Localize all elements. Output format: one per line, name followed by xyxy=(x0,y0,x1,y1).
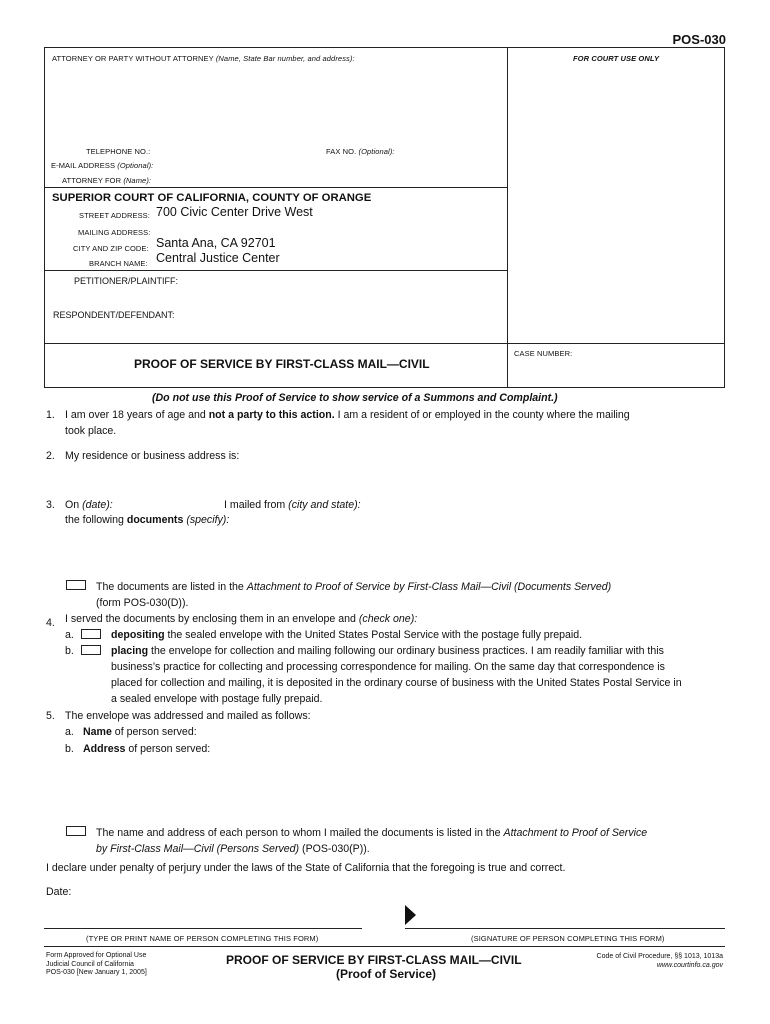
item-4b-letter: b. xyxy=(65,645,74,657)
document-title: PROOF OF SERVICE BY FIRST-CLASS MAIL—CIVIL xyxy=(134,357,430,371)
item-5a-text: Name of person served: xyxy=(83,726,197,738)
city-value: Santa Ana, CA 92701 xyxy=(156,236,276,250)
footer-rule xyxy=(44,946,725,947)
court-use-label: FOR COURT USE ONLY xyxy=(573,54,660,63)
mailing-label: MAILING ADDRESS: xyxy=(78,228,151,237)
item-5-text: The envelope was addressed and mailed as follows: xyxy=(65,710,311,722)
signature-caption: (SIGNATURE OF PERSON COMPLETING THIS FORM) xyxy=(471,934,665,943)
persons-attachment-checkbox[interactable] xyxy=(66,826,86,836)
documents-attachment-text: The documents are listed in the Attachment to Proof of Service by First-Class Mail—Civil (Documents Served) (form POS-030(D)). xyxy=(96,581,612,609)
footer-right: Code of Civil Procedure, §§ 1013, 1013a www.courtinfo.ca.gov xyxy=(596,953,723,969)
fax-label: FAX NO. (Optional): xyxy=(326,147,395,156)
street-value: 700 Civic Center Drive West xyxy=(156,205,313,219)
item-5a-letter: a. xyxy=(65,726,74,738)
depositing-checkbox[interactable] xyxy=(81,629,101,639)
form-code: POS-030 xyxy=(672,32,726,47)
persons-attachment-text: The name and address of each person to whom I mailed the documents is listed in the Attachment to Proof of Service by First-Class Mail—Civil (Persons Served) (POS-030(P)). xyxy=(96,827,648,855)
city-label: CITY AND ZIP CODE: xyxy=(73,244,149,253)
item-3-date-label: On (date): xyxy=(65,499,113,511)
documents-attachment-checkbox[interactable] xyxy=(66,580,86,590)
warning-text: (Do not use this Proof of Service to show service of a Summons and Complaint.) xyxy=(152,392,558,404)
respondent-label: RESPONDENT/DEFENDANT: xyxy=(53,310,175,320)
item-4-number: 4. xyxy=(46,617,55,629)
divider-parties xyxy=(44,270,507,271)
court-use-divider xyxy=(507,47,508,388)
email-label: E-MAIL ADDRESS (Optional): xyxy=(51,161,154,170)
item-1-number: 1. xyxy=(46,409,55,421)
item-3-city-label: I mailed from (city and state): xyxy=(224,499,361,511)
attorney-for-label: ATTORNEY FOR (Name): xyxy=(62,176,152,185)
declaration-text: I declare under penalty of perjury under the laws of the State of California that the foregoing is true and correct. xyxy=(46,862,566,874)
telephone-label: TELEPHONE NO.: xyxy=(86,147,151,156)
case-number-label: CASE NUMBER: xyxy=(514,349,573,358)
branch-value: Central Justice Center xyxy=(156,251,280,265)
item-5b-letter: b. xyxy=(65,743,74,755)
signature-arrow-icon xyxy=(405,905,417,925)
item-1-text: I am over 18 years of age and not a party to this action. I am a resident of or employed in the county where the mailing took place. xyxy=(65,409,630,437)
signature-line[interactable] xyxy=(405,928,725,929)
item-4a-text: depositing the sealed envelope with the United States Postal Service with the postage fully prepaid. xyxy=(111,629,583,641)
street-label: STREET ADDRESS: xyxy=(79,211,150,220)
name-line[interactable] xyxy=(44,928,362,929)
item-5-number: 5. xyxy=(46,710,55,722)
footer-subtitle: (Proof of Service) xyxy=(336,967,437,981)
divider-title xyxy=(44,343,725,344)
item-4-text: I served the documents by enclosing them in an envelope and (check one): xyxy=(65,613,418,625)
item-4a-letter: a. xyxy=(65,629,74,641)
footer-title: PROOF OF SERVICE BY FIRST-CLASS MAIL—CIVIL xyxy=(226,953,522,967)
footer-left: Form Approved for Optional Use Judicial Council of California POS-030 [New January 1, 2005] xyxy=(46,952,147,976)
item-2-text: My residence or business address is: xyxy=(65,450,240,462)
item-3-number: 3. xyxy=(46,499,55,511)
item-2-number: 2. xyxy=(46,450,55,462)
item-5b-text: Address of person served: xyxy=(83,743,211,755)
attorney-label: ATTORNEY OR PARTY WITHOUT ATTORNEY (Name, State Bar number, and address): xyxy=(52,54,355,63)
name-caption: (TYPE OR PRINT NAME OF PERSON COMPLETING THIS FORM) xyxy=(86,934,319,943)
petitioner-label: PETITIONER/PLAINTIFF: xyxy=(74,276,179,286)
placing-checkbox[interactable] xyxy=(81,645,101,655)
divider-court xyxy=(44,187,507,188)
court-title: SUPERIOR COURT OF CALIFORNIA, COUNTY OF ORANGE xyxy=(52,192,372,204)
date-label: Date: xyxy=(46,886,72,898)
item-3-documents-label: the following documents (specify): xyxy=(65,514,230,526)
item-4b-text: placing the envelope for collection and mailing following our ordinary business practices. I am readily familiar with this business’s practice for collecting and processing correspondence for mailing. On the same day that correspondence is placed for collection and mailing, it is deposited in the ordinary course of business with the United States Postal Service in a sealed envelope with postage fully prepaid. xyxy=(111,645,682,705)
branch-label: BRANCH NAME: xyxy=(89,259,148,268)
